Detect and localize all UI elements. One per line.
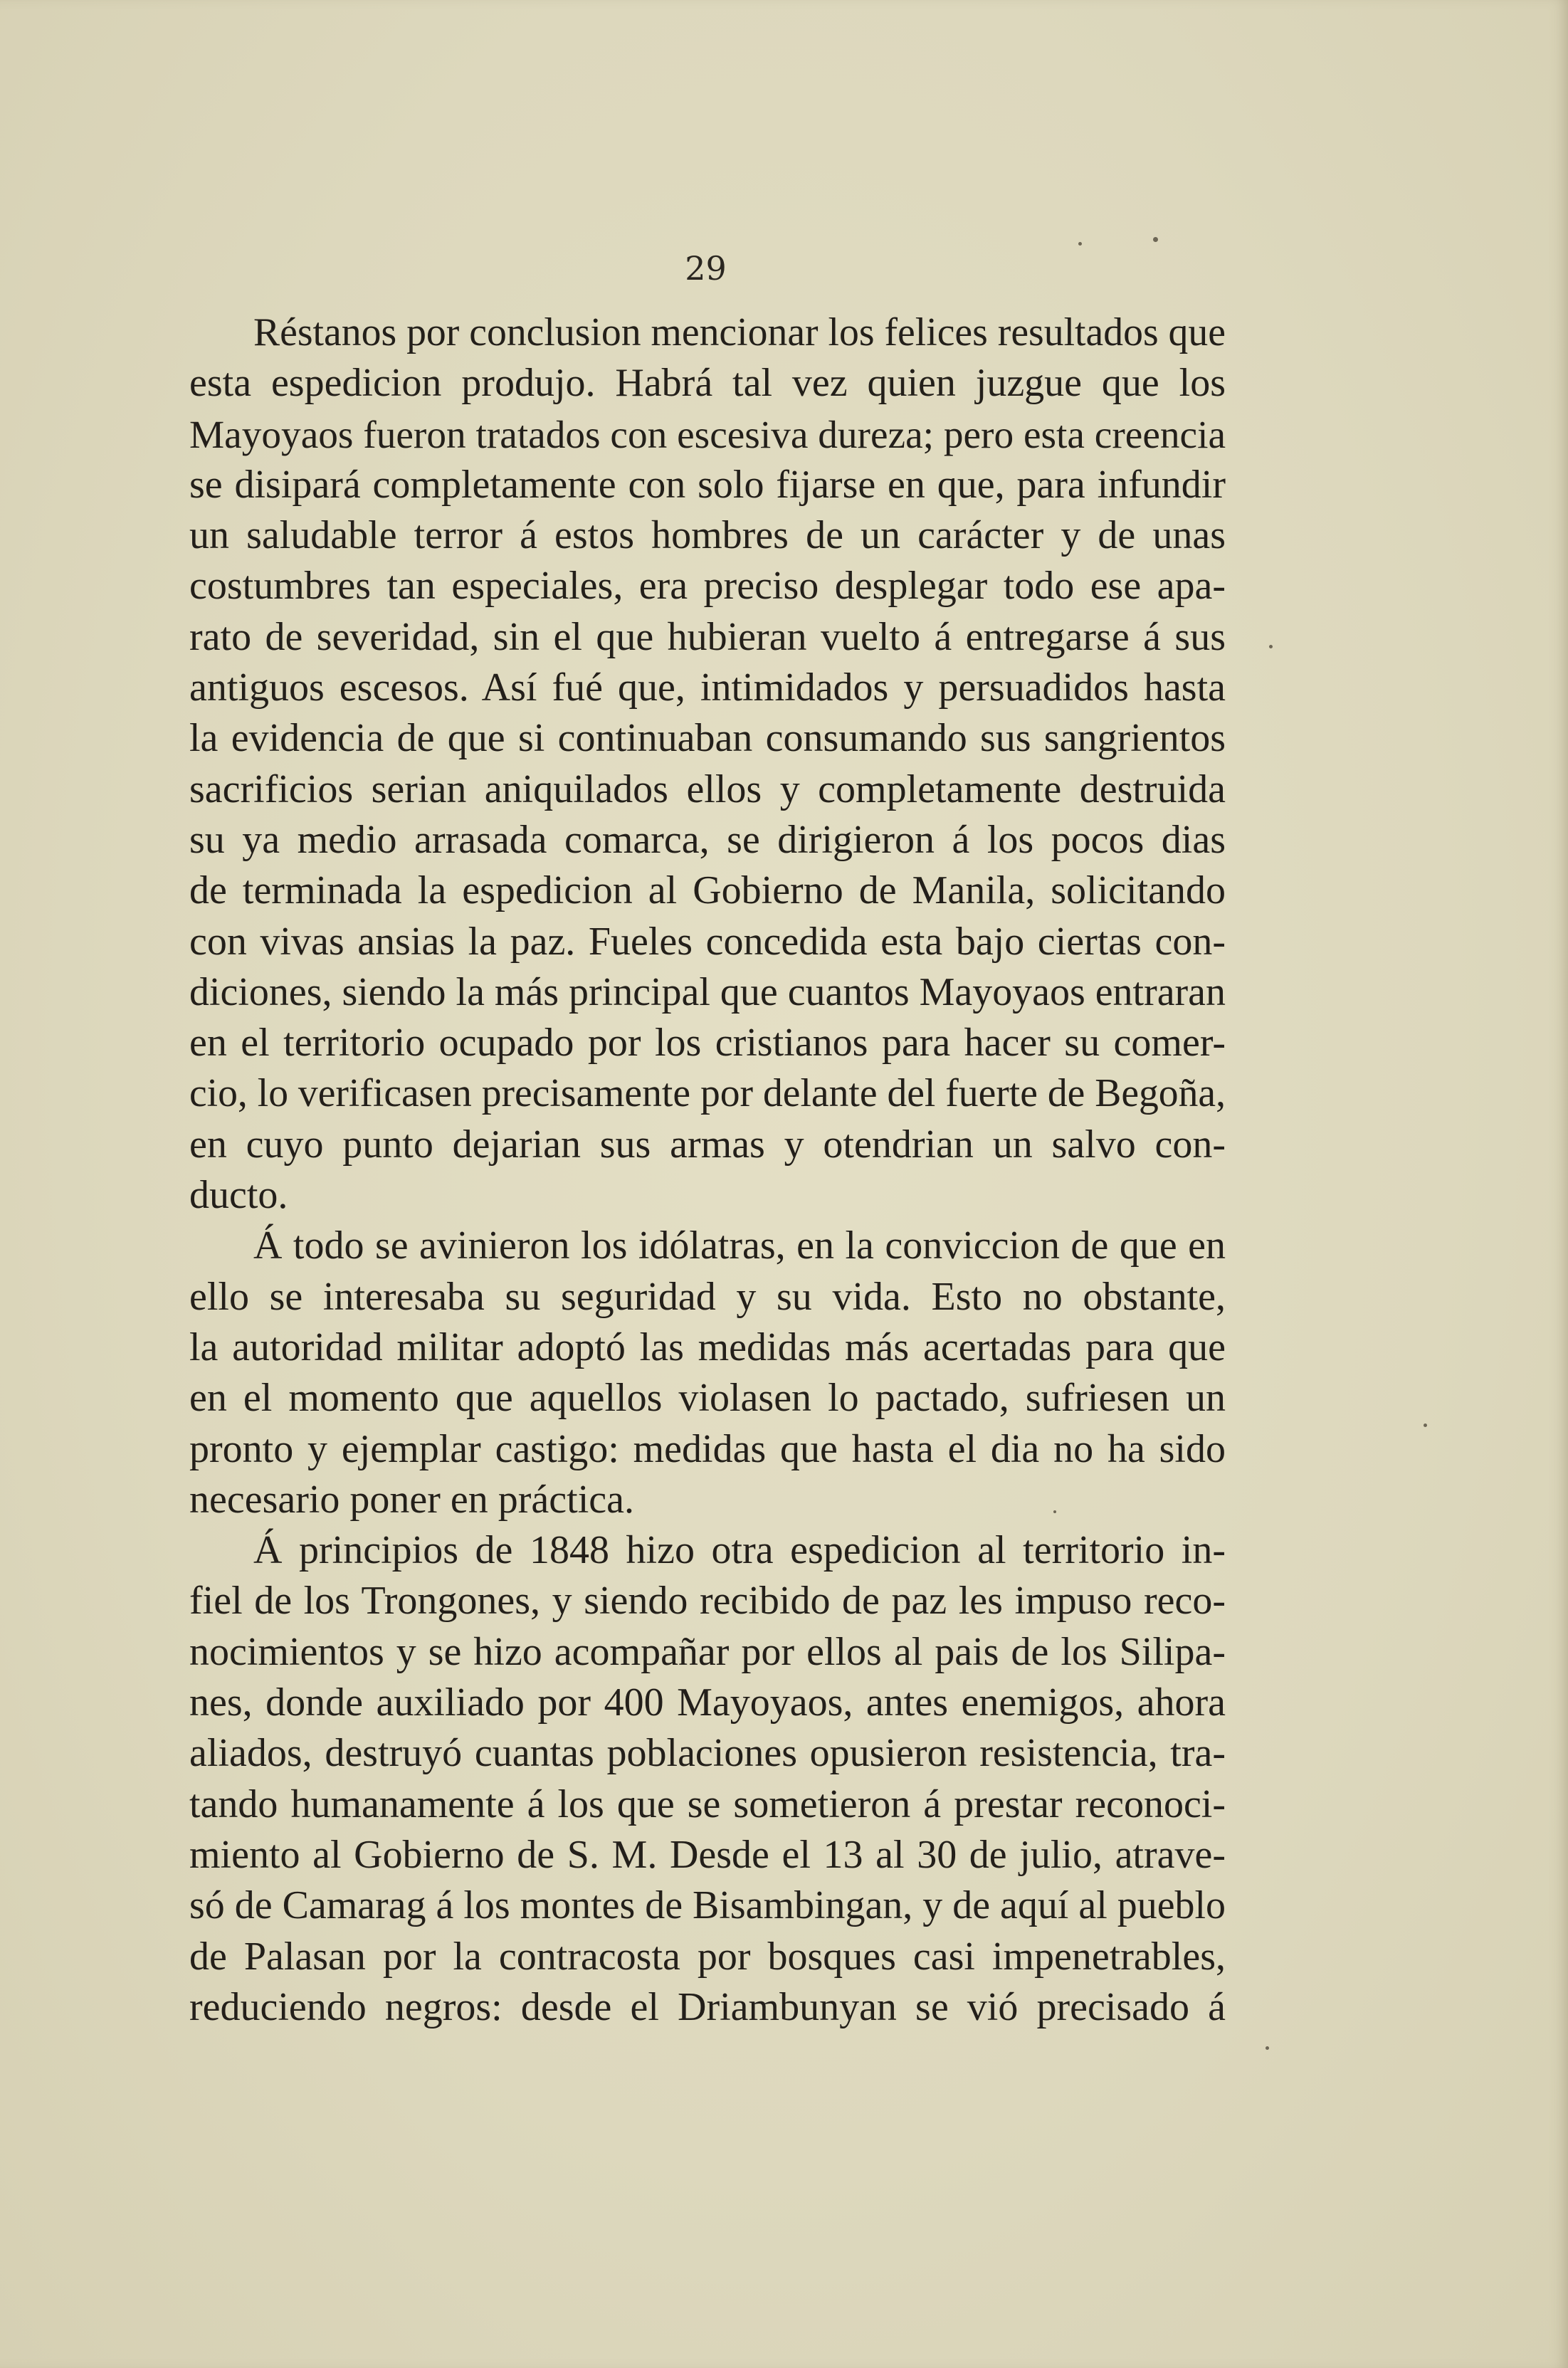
text-line: tando humanamente á los que se sometieron á prestar reconoci-	[189, 1782, 1226, 1826]
paper-speck	[1078, 242, 1082, 246]
paper-speck	[1424, 1424, 1427, 1427]
text-line: con vivas ansias la paz. Fueles concedida esta bajo ciertas con-	[189, 919, 1226, 964]
text-line: necesario poner en práctica.	[189, 1477, 634, 1522]
text-line: sacrificios serian aniquilados ellos y completamente destruida	[189, 767, 1226, 811]
text-line: un saludable terror á estos hombres de un carácter y de unas	[189, 513, 1226, 558]
text-line: costumbres tan especiales, era preciso desplegar todo ese apa-	[189, 564, 1226, 609]
body-text	[189, 307, 1226, 2033]
text-line: cio, lo verificasen precisamente por delante del fuerte de Begoña,	[189, 1071, 1226, 1116]
paper-speck	[1266, 2046, 1269, 2050]
text-line: se disipará completamente con solo fijarse en que, para infundir	[189, 462, 1226, 507]
text-line: fiel de los Trongones, y siendo recibido de paz les impuso reco-	[189, 1579, 1226, 1624]
text-line: la evidencia de que si continuaban consumando sus sangrientos	[189, 716, 1226, 761]
text-line: Réstanos por conclusion mencionar los felices resultados que	[253, 310, 1226, 354]
text-line: nes, donde auxiliado por 400 Mayoyaos, antes enemigos, ahora	[189, 1680, 1226, 1725]
paper-speck	[1053, 1510, 1056, 1513]
page-number: 29	[685, 249, 727, 288]
text-line: aliados, destruyó cuantas poblaciones opusieron resistencia, tra-	[189, 1731, 1226, 1776]
text-line: Á todo se avinieron los idólatras, en la conviccion de que en	[253, 1224, 1226, 1268]
text-line: só de Camarag á los montes de Bisambingan, y de aquí al pueblo	[189, 1883, 1226, 1928]
text-line: Mayoyaos fueron tratados con escesiva dureza; pero esta creencia	[189, 412, 1226, 456]
text-line: reduciendo negros: desde el Driambunyan se vió precisado á	[189, 1984, 1226, 2029]
text-line: esta espedicion produjo. Habrá tal vez quien juzgue que los	[189, 361, 1226, 406]
text-line: en el territorio ocupado por los cristianos para hacer su comer-	[189, 1021, 1226, 1065]
text-line: nocimientos y se hizo acompañar por ellos al pais de los Silipa-	[189, 1629, 1226, 1674]
text-line: ducto.	[189, 1173, 288, 1218]
text-line: en el momento que aquellos violasen lo pactado, sufriesen un	[189, 1376, 1226, 1421]
text-line: miento al Gobierno de S. M. Desde el 13 al 30 de julio, atrave-	[189, 1832, 1226, 1877]
text-line: antiguos escesos. Así fué que, intimidados y persuadidos hasta	[189, 665, 1226, 710]
text-line: la autoridad militar adoptó las medidas más acertadas para que	[189, 1325, 1226, 1369]
paper-speck	[1269, 645, 1273, 648]
text-line: pronto y ejemplar castigo: medidas que hasta el dia no ha sido	[189, 1426, 1226, 1471]
text-line: ello se interesaba su seguridad y su vida. Esto no obstante,	[189, 1274, 1226, 1319]
paper-speck	[1153, 237, 1158, 242]
text-line: de Palasan por la contracosta por bosques casi impenetrables,	[189, 1934, 1226, 1979]
text-line: rato de severidad, sin el que hubieran vuelto á entregarse á sus	[189, 614, 1226, 659]
text-line: diciones, siendo la más principal que cuantos Mayoyaos entraran	[189, 969, 1226, 1014]
text-line: Á principios de 1848 hizo otra espedicion al territorio in-	[253, 1528, 1226, 1573]
text-line: de terminada la espedicion al Gobierno de Manila, solicitando	[189, 868, 1226, 913]
text-line: en cuyo punto dejarian sus armas y otendrian un salvo con-	[189, 1122, 1226, 1167]
text-line: su ya medio arrasada comarca, se dirigieron á los pocos dias	[189, 817, 1226, 862]
